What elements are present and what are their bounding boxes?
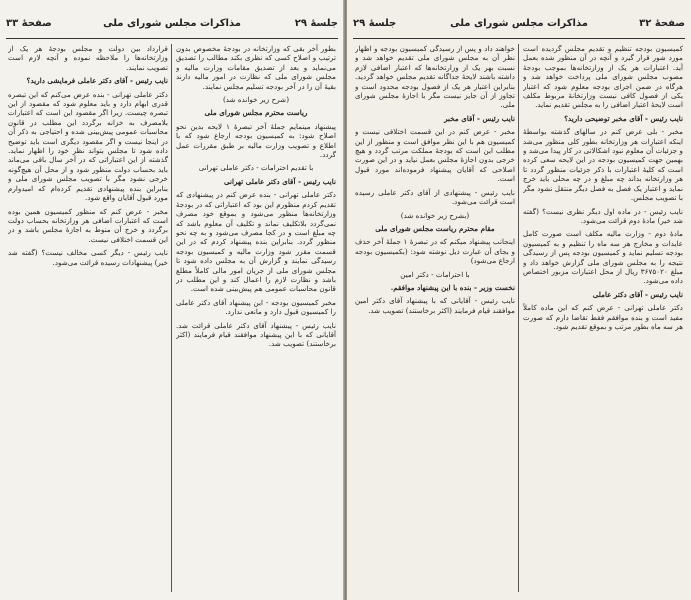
header-rule [6,38,338,39]
paragraph: (شرح زیر خوانده شد) [222,95,289,105]
session-label: جلسهٔ ۲۹ [294,18,338,29]
page-number: صفحهٔ ۳۲ [639,18,685,29]
paragraph: مخبر - بلی عرض کنم در سالهای گذشته بواسطهٔ اینکه اعتبارات هر وزارتخانه بطور کلی منظور می‌شد و جزئیات آن معلوم نبود اشکالاتی در کار پیدا می‌شد و بهمین جهت کمیسیون بودجه در این لایحه سعی کرده است که کلیهٔ اعتبارات با ذکر جزئیات منظور گردد تا هر وزارتخانه بداند چه مبلغ و در چه محلی باید خرج نماید و اعتبار یک فصل به فصل دیگر منتقل نشود مگر با تصویب مجلس. [523,127,683,203]
paragraph: نایب رئیس - آقای مخبر توضیحی دارید؟ [564,113,683,123]
page-header [353,18,685,36]
paragraph: نخست وزیر - بنده با این پیشنهاد موافقم. [390,282,515,292]
paragraph: نایب رئیس - در ماده اول دیگر نظری نیست؟ (گفته شد خیر) مادهٔ دوم قرائت می‌شود. [523,206,683,225]
paragraph: مخبر - عرض کنم در این قسمت اختلافی نیست و کمیسیون هم با این نظر موافق است و منظور از این مطلب این است که بودجهٔ مملکت مرتب گردد و هیچ خرجی بدون اجازهٔ مجلس بعمل نیاید و در این صورت اصلاحی که آقایان پیشنهاد فرموده‌اند مورد قبول است. [355,127,515,184]
paragraph: مادهٔ دوم - وزارت مالیه مکلف است صورت کامل عایدات و مخارج هر سه ماه را تنظیم و به کمیسیون بودجه تسلیم نماید و کمیسیون بودجه پس از رسیدگی نتیجه را به مجلس شورای ملی گزارش خواهد داد و مبلغ ۳۶۷۵۰۲۰ ریال از محل اعتبارات مزبور اختصاص داده می‌شود. [523,229,683,286]
paragraph: مخبر - عرض کنم که منظور کمیسیون همین بوده است که اعتبارات اضافی هر وزارتخانه بحساب دولت برگردد و خرج آن منوط به اجازهٔ مجلس باشد و در این قسمت اختلافی نیست. [8,206,168,244]
running-title: مذاکرات مجلس شورای ملی [103,18,241,29]
running-title: مذاکرات مجلس شورای ملی [450,18,588,29]
paragraph: ریاست محترم مجلس شورای ملی [204,108,308,118]
paragraph: (بشرح زیر خوانده شد) [400,210,470,220]
paragraph: اینجانب پیشنهاد میکنم که در تبصرهٔ ۱ جملهٔ آخر حذف و بجای آن عبارت ذیل نوشته شود: (بکمیسیون بودجه ارجاع می‌شود) [355,237,515,266]
right-page [347,0,691,600]
paragraph: کمیسیون بودجه تنظیم و تقدیم مجلس گردیده است مورد شور قرار گیرد و آنچه در آن منظور شده بعمل آید. اعتبارات هر یک از وزارتخانه‌ها بموجب بودجهٔ مصوب مجلس شورای ملی پرداخت خواهد شد و هرگاه در ضمن اجرای بودجه معلوم شود که اعتبار یکی از فصول کافی نیست وزارتخانهٔ مربوط مکلف است لایحهٔ اعتبار اضافی را به مجلس تقدیم نماید. [523,44,683,110]
text-column-left [355,44,515,596]
paragraph: با تقدیم احترامات - دکتر عاملی تهرانی [198,163,314,173]
paragraph: نایب رئیس - آقای مخبر [444,113,515,123]
paragraph: خواهند داد و پس از رسیدگی کمیسیون بودجه و اظهار نظر آن به مجلس شورای ملی تقدیم خواهد شد و نسبت بهر یک از وزارتخانه‌ها که اعتبار اضافی لازم داشته باشند لایحهٔ جداگانه تقدیم مجلس خواهد گردید. بنابراین اعتبار هر یک از فصول بودجه محدود است و تجاوز از آن جایز نیست مگر با اجازهٔ مجلس شورای ملی. [355,44,515,110]
column-divider [171,44,172,592]
paragraph: قرارداد بین دولت و مجلس بودجهٔ هر یک از وزارتخانه‌ها را ملاحظه نموده و آنچه لازم است تصویب نمایند. [8,44,168,72]
session-label: جلسهٔ ۲۹ [353,18,397,29]
paragraph: پیشنهاد مینمایم جملهٔ آخر تبصرهٔ ۱ لایحه بدین نحو اصلاح شود: به کمیسیون بودجه ارجاع شود که با اطلاع و تصویب وزارت مالیه بر طبق مقررات عمل گردد. [176,121,336,160]
paragraph: نایب رئیس - آقای دکتر عاملی تهرانی [223,176,336,186]
paragraph: نایب رئیس - پیشنهاد آقای دکتر عاملی قرائت شد. آقایانی که با این پیشنهاد موافقند قیام فرمایند (اکثر برخاستند) تصویب شد. [176,320,336,349]
paragraph: دکتر عاملی تهرانی - بنده عرض می‌کنم که این تبصره قدری ابهام دارد و باید معلوم شود که مقصود از این تبصره چیست. زیرا اگر مقصود این است که اعتبارات بلامصرف به خزانه برگردد این مطلب در قانون محاسبات عمومی پیش‌بینی شده و احتیاجی به ذکر آن در اینجا نیست و اگر مقصود دیگری است باید توضیح داده شود تا مجلس بتواند نظر خود را اظهار نماید. گذشته از این اعتباراتی که در آخر سال باقی می‌ماند باید بحساب دولت منظور شود و از محل آن هیچ‌گونه خرجی نشود مگر با تصویب مجلس شورای ملی و بنابراین بنده پیشنهادی تقدیم کرده‌ام که امیدوارم مورد قبول آقایان واقع شود. [8,89,168,203]
paragraph: نایب رئیس - دیگر کسی مخالف نیست؟ (گفته شد خیر) پیشنهادات رسیده قرائت می‌شود. [8,248,168,267]
paragraph: مخبر کمیسیون بودجه - این پیشنهاد آقای دکتر عاملی را کمیسیون قبول دارد و مانعی ندارد. [176,297,336,317]
paragraph: نایب رئیس - پیشنهادی از آقای دکتر عاملی رسیده است قرائت می‌شود. [355,187,515,207]
left-page [0,0,344,600]
text-column-right [176,44,336,596]
paragraph: نایب رئیس - آقای دکتر عاملی فرمایشی دارید؟ [26,76,168,86]
page-number: صفحهٔ ۳۳ [6,18,52,29]
text-column-left [8,44,168,596]
paragraph: نایب رئیس - آقایانی که با پیشنهاد آقای دکتر امین موافقند قیام فرمایند (اکثر برخاستند) تصویب شد. [355,296,515,315]
paragraph: دکتر عاملی تهرانی - عرض کنم که این ماده کاملاً مفید است و بنده موافقم فقط تقاضا دارم که صورت هر سه ماه بطور مرتب و بموقع تقدیم شود. [523,303,683,331]
paragraph: دکتر عاملی تهرانی - بنده عرض کنم در پیشنهادی که تقدیم کردم منظورم این بود که اعتباراتی که در بودجهٔ وزارتخانه‌ها منظور می‌شود و بموقع خود مصرف نمی‌گردد بلاتکلیف نماند و تکلیف آن معلوم باشد که چه مبلغ است و در کجا مصرف می‌شود و به چه نحو منظور گردد. بنابراین بنده پیشنهاد کردم که در این قسمت مقرر شود وزارت مالیه و کمیسیون بودجه رسیدگی نمایند و گزارش آن به مجلس داده شود تا مجلس شورای ملی از جریان امور مالی کاملاً مطلع باشد و نظارت لازم را اعمال کند و این مطلب در قانون محاسبات عمومی هم پیش‌بینی شده است. [176,190,336,294]
header-rule [353,38,685,39]
page-header [6,18,338,36]
paragraph: مقام محترم ریاست مجلس شورای ملی [375,223,495,233]
text-column-right [523,44,683,596]
paragraph: نایب رئیس - آقای دکتر عاملی [592,289,683,299]
paragraph: با احترامات - دکتر امین [400,269,470,279]
paragraph: بطور آخر بقی که وزارتخانه در بودجهٔ مخصوص بدون ترتیب و اصلاح کسی که نظری بکند مطالب را تصدیق می‌نماید و بعد از تصدیق مقامات وزارت مالیه و مجلس شورای ملی که نظارت در امور مالیه دارند بقیهٔ آن را در آخر بودجه تسلیم مجلس نمایند. [176,44,336,91]
column-divider [518,44,519,592]
